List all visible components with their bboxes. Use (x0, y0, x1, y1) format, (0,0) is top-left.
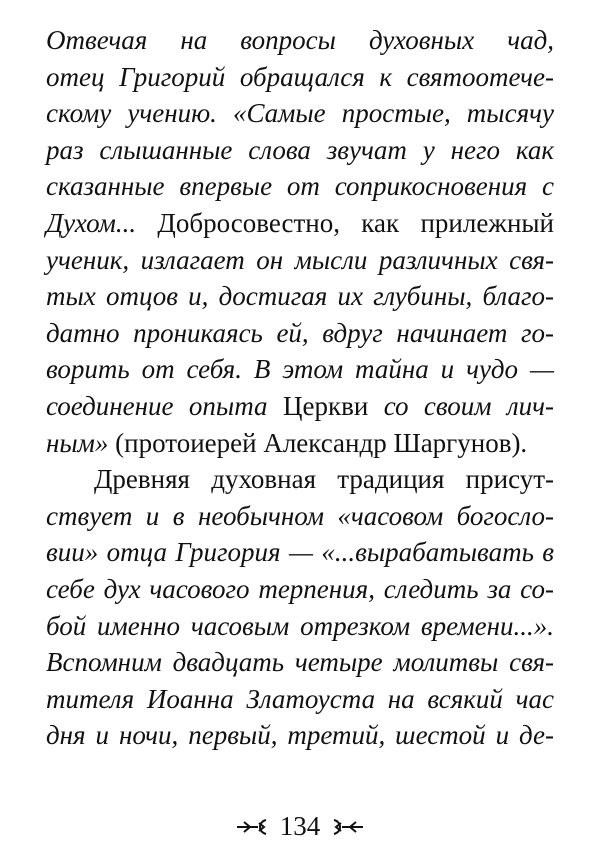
text-line: отец Григорий обращался к святоотече- (46, 61, 554, 92)
text-segment: со своим лич- (383, 390, 555, 421)
text-line (46, 461, 554, 498)
text-line (46, 205, 554, 242)
text-line: скому учению. «Самые простые, тысячу (46, 98, 554, 129)
text-line: Вспомним двадцать четыре молитвы свя- (46, 647, 554, 678)
text-segment: соединение опыта (46, 390, 268, 421)
left-scroll-ornament-icon (236, 818, 270, 836)
text-line (46, 388, 554, 425)
text-line: бой именно часовым отрезком времени...». (46, 610, 554, 641)
text-line: ствует и в необычном «часовом богосло- (46, 500, 554, 531)
text-segment: ным» (46, 427, 109, 458)
right-scroll-ornament-icon (330, 818, 364, 836)
text-line: тых отцов и, достигая их глубины, благо- (46, 281, 554, 312)
text-segment: В этом тайна и чудо — (253, 354, 554, 385)
text-line: вии» отца Григория — «...вырабатывать в (46, 537, 554, 568)
page-number: 134 (279, 811, 321, 841)
text-line (46, 425, 554, 462)
text-segment: Духом... (46, 207, 137, 238)
text-segment-upright: Церкви (282, 390, 369, 421)
text-line: ученик, излагает он мысли различных свя- (46, 244, 554, 275)
text-segment-upright: Древняя духовная традиция присут- (94, 464, 554, 495)
text-segment: ворить от себя. (46, 354, 242, 385)
text-line: себе дух часового терпения, следить за со- (46, 573, 554, 604)
page-text (46, 22, 554, 754)
text-line: сказанные впервые от соприкосновения с (46, 171, 554, 202)
text-segment-upright: (протоиерей Александр Шаргунов). (115, 427, 528, 458)
text-line: дня и ночи, первый, третий, шестой и де- (46, 720, 554, 751)
text-line: раз слышанные слова звучат у него как (46, 134, 554, 165)
text-segment-upright: Добросовестно, как прилежный (157, 207, 554, 238)
text-line: датно проникаясь ей, вдруг начинает го- (46, 317, 554, 348)
page-number-footer (0, 808, 600, 844)
text-line: Отвечая на вопросы духовных чад, (46, 25, 554, 55)
text-line: тителя Иоанна Златоуста на всякий час (46, 683, 554, 714)
text-line (46, 351, 554, 388)
